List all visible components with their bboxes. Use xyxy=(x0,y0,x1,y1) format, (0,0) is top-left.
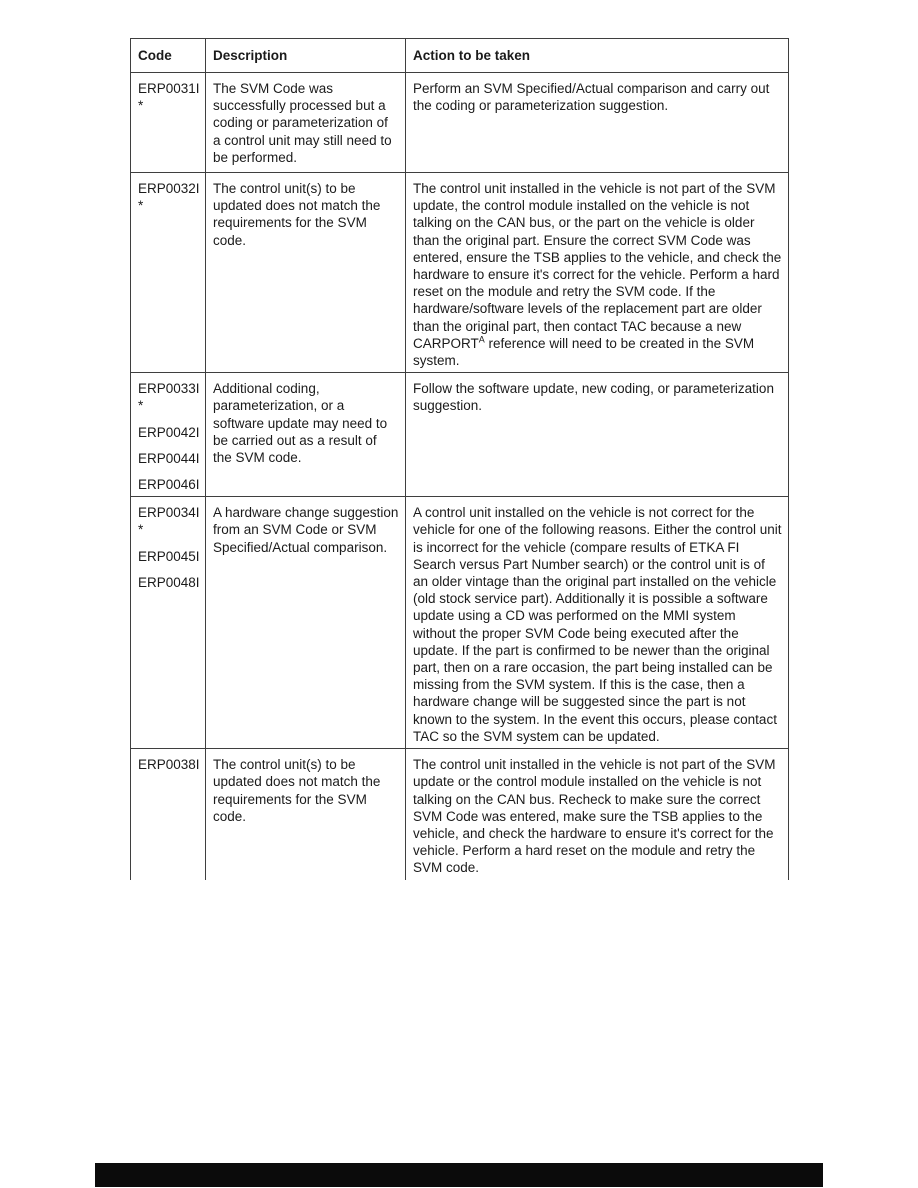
code-group xyxy=(138,756,199,773)
scan-artifact-bar xyxy=(95,1163,823,1187)
footnote-marker: A xyxy=(478,334,485,345)
code-group xyxy=(138,424,199,441)
action-text: The control unit installed in the vehicle is not part of the SVM update or the control module installed on the vehicle is not talking on the CAN bus. Recheck to make sure the correct SVM Code was entered, make sure the TSB applies to the vehicle, and check the hardware to ensure it's correct for the vehicle. Perform a hard reset on the module and retry the SVM code. xyxy=(413,757,776,876)
action-text: A control unit installed on the vehicle is not correct for the vehicle for one of the following reasons. Either the control unit is incorrect for the vehicle (compare results of ETKA FI Search versus Part Number search) or the control unit is of an older vintage than the original part installed on the vehicle (old stock service part). Additionally it is possible a software update using a CD was performed on the MMI system without the proper SVM Code being executed after the update. If the part is confirmed to be newer than the original part, then on a rare occasion, the part being installed can be missing from the SVM system. If this is the case, then a hardware change will be suggested since the part is not known to the system. In the event this occurs, please contact TAC so the SVM system can be updated. xyxy=(413,505,782,744)
cell-description: The control unit(s) to be updated does not match the requirements for the SVM code. xyxy=(206,173,406,373)
cell-code xyxy=(131,373,206,497)
table-row xyxy=(131,497,789,749)
code-value: * xyxy=(138,198,144,214)
code-group xyxy=(138,380,199,414)
code-value: ERP0046I xyxy=(138,477,200,493)
action-text: Follow the software update, new coding, or parameterization suggestion. xyxy=(413,381,774,414)
code-value: * xyxy=(138,398,144,414)
cell-code xyxy=(131,497,206,749)
code-value: ERP0044I xyxy=(138,450,200,466)
action-text: The control unit installed in the vehicle is not part of the SVM update, the control module installed on the vehicle is not talking on the CAN bus, or the part on the vehicle is older than the original part. Ensure the correct SVM Code was entered, ensure the TSB applies to the vehicle, and check the hardware to ensure it's correct for the vehicle. Perform a hard reset on the module and retry the SVM code. If the hardware/software levels of the replacement part are older than the original part, then contact TAC because a new CARPORT xyxy=(413,181,782,351)
code-group xyxy=(138,450,199,467)
cell-code xyxy=(131,73,206,173)
cell-code xyxy=(131,173,206,373)
code-value: ERP0031I xyxy=(138,81,200,96)
cell-action xyxy=(406,73,789,173)
action-text: Perform an SVM Specified/Actual comparison and carry out the coding or parameterization suggestion. xyxy=(413,81,770,114)
code-value: ERP0042I xyxy=(138,424,200,440)
cell-action xyxy=(406,173,789,373)
code-group xyxy=(138,80,199,114)
cell-description: Additional coding, parameterization, or a software update may need to be carried out as a result of the SVM code. xyxy=(206,373,406,497)
code-group xyxy=(138,180,199,214)
code-value: ERP0045I xyxy=(138,548,200,564)
table-row xyxy=(131,749,789,880)
cell-action xyxy=(406,749,789,880)
table-row xyxy=(131,73,789,173)
code-value: * xyxy=(138,522,144,538)
cell-description: The control unit(s) to be updated does not match the requirements for the SVM code. xyxy=(206,749,406,880)
cell-action xyxy=(406,373,789,497)
code-group xyxy=(138,504,199,538)
code-group xyxy=(138,476,199,493)
cell-code xyxy=(131,749,206,880)
code-value: ERP0038I xyxy=(138,757,200,773)
cell-action xyxy=(406,497,789,749)
code-group xyxy=(138,548,199,565)
column-header-action-to-be-taken: Action to be taken xyxy=(406,39,789,73)
table-row xyxy=(131,173,789,373)
action-text: reference will need to be created in the SVM system. xyxy=(413,335,755,369)
cell-description: A hardware change suggestion from an SVM Code or SVM Specified/Actual comparison. xyxy=(206,497,406,749)
code-value: ERP0034I xyxy=(138,505,200,521)
table-row xyxy=(131,373,789,497)
code-value: ERP0048I xyxy=(138,574,200,590)
code-value: ERP0032I xyxy=(138,181,200,196)
column-header-description: Description xyxy=(206,39,406,73)
table-header-row xyxy=(131,39,789,73)
column-header-code: Code xyxy=(131,39,206,73)
code-value: * xyxy=(138,98,144,114)
code-value: ERP0033I xyxy=(138,381,200,397)
code-group xyxy=(138,574,199,591)
svm-error-code-table xyxy=(130,38,789,880)
cell-description: The SVM Code was successfully processed but a coding or parameterization of a control unit may still need to be performed. xyxy=(206,73,406,173)
